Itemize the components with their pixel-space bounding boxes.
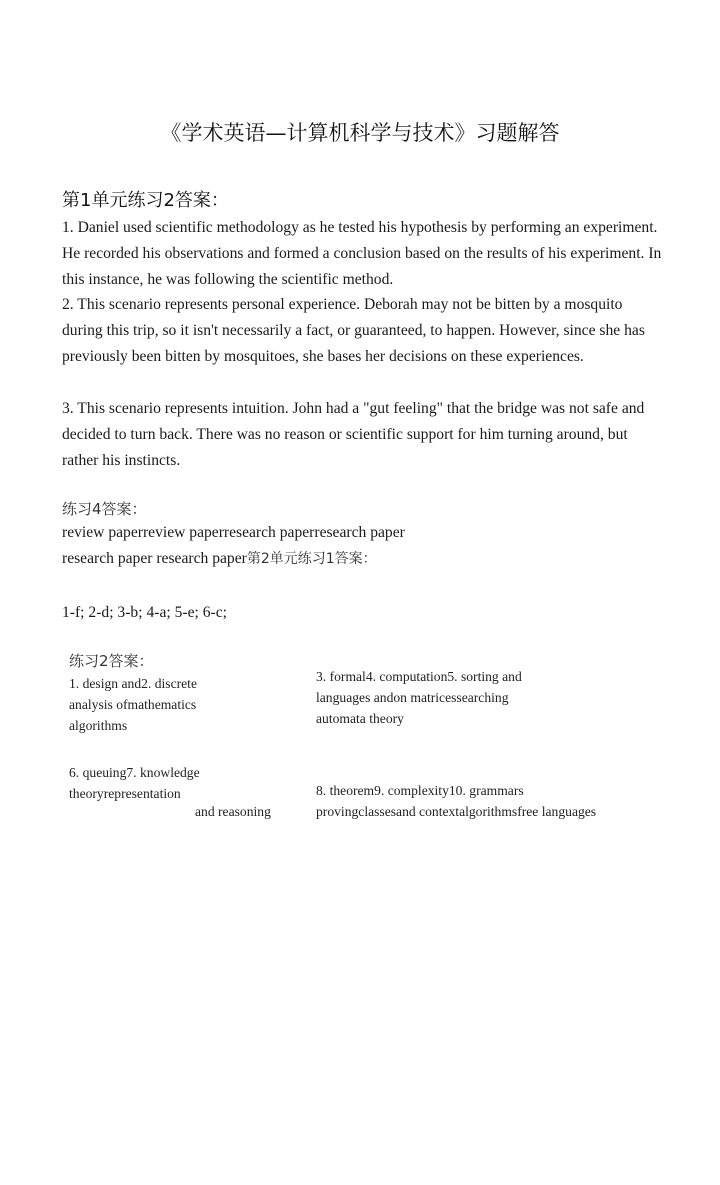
answer-cell-line: theoryrepresentation — [69, 786, 181, 801]
exercise4-answer-line-2-text: research paper research paper — [62, 550, 247, 567]
exercise4-answer-line-1: review paperreview paperresearch paperresearch paper — [62, 524, 405, 541]
answer-cell-6-7 — [69, 762, 239, 804]
unit2-exercise2-heading: 练习2答案： — [69, 652, 154, 670]
answer-paragraph-2: 2. This scenario represents personal experience. Deborah may not be bitten by a mosquito during this trip, so it isn't necessarily a fact, or guaranteed, to happen. However, since she has previously been bitten by mosquitoes, she bases her decisions on these experiences. — [62, 296, 645, 365]
answer-paragraph-1: 1. Daniel used scientific methodology as he tested his hypothesis by performing an experiment. He recorded his observations and formed a conclusion based on the results of his experiment. In this instance, he was following the scientific method. — [62, 219, 662, 288]
answer-cell-line: analysis ofmathematics — [69, 697, 197, 712]
unit2-exercise1-heading: 第2单元练习1答案： — [246, 551, 377, 567]
answer-cell-line: languages andon matricessearching — [316, 690, 509, 705]
exercise4-answer-line-2 — [62, 548, 377, 568]
answer-cell-line: 1. design and2. discrete — [69, 676, 197, 691]
answer-cell-line: algorithms — [69, 718, 128, 733]
answer-cell-line: provingclassesand contextalgorithmsfree languages — [316, 804, 597, 819]
answer-paragraph-3: 3. This scenario represents intuition. John had a "gut feeling" that the bridge was not safe and decided to turn back. There was no reason or scientific support for him turning around, but rather his instincts. — [62, 400, 645, 469]
unit2-exercise1-answers: 1-f; 2-d; 3-b; 4-a; 5-e; 6-c; — [62, 604, 227, 621]
page-title: 《学术英语—计算机科学与技术》习题解答 — [160, 121, 560, 145]
answer-cell-line: 6. queuing7. knowledge — [69, 765, 200, 780]
answer-cell-8-10 — [316, 780, 646, 822]
unit1-exercise2-heading: 第1单元练习2答案： — [62, 190, 229, 211]
answer-cell-3-5 — [316, 666, 556, 729]
answer-cell-line: 3. formal4. computation5. sorting and — [316, 669, 522, 684]
answer-cell-1-2 — [69, 673, 229, 736]
exercise4-heading: 练习4答案： — [62, 500, 147, 518]
answer-cell-line: automata theory — [316, 711, 404, 726]
answer-cell-line: 8. theorem9. complexity10. grammars — [316, 783, 524, 798]
answer-cell-6-7-tail: and reasoning — [195, 804, 271, 819]
